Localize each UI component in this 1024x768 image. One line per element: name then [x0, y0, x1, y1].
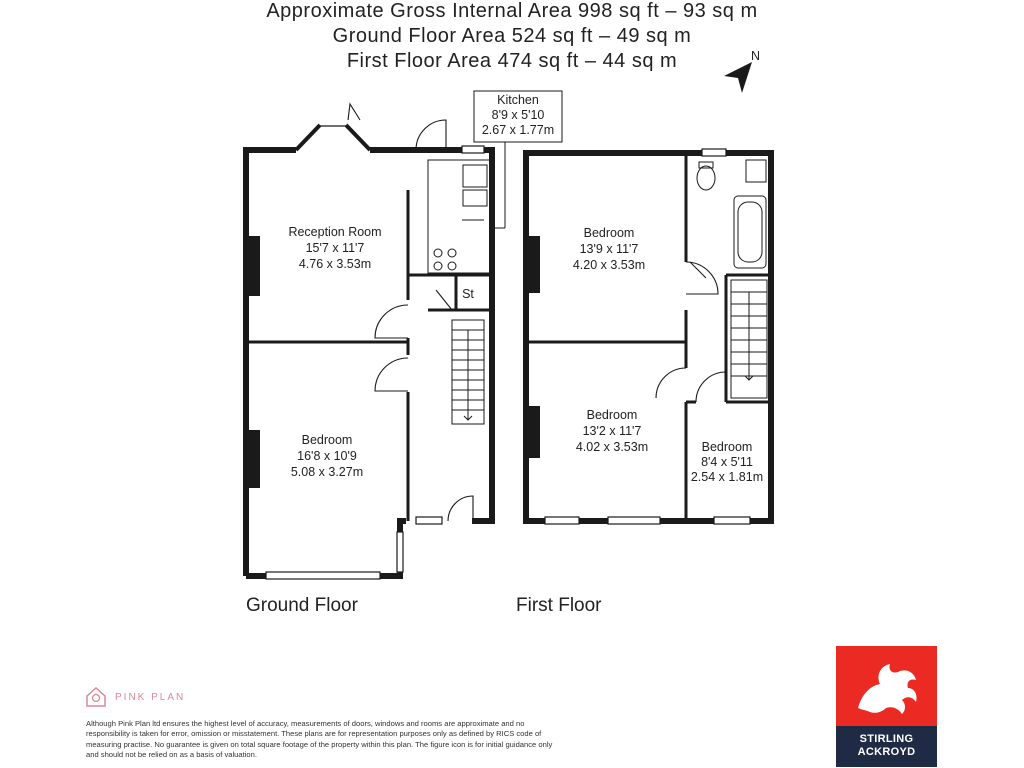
- reception-room-imperial: 15'7 x 11'7: [305, 241, 365, 255]
- first-bedroom1-name: Bedroom: [583, 226, 635, 240]
- door-swing-icon: [348, 104, 473, 521]
- stirling-ackroyd-logo: [836, 646, 937, 767]
- ground-bedroom-name: Bedroom: [301, 433, 353, 447]
- first-bedroom2-imperial: 13'2 x 11'7: [582, 424, 642, 438]
- ground-bedroom-imperial: 16'8 x 10'9: [297, 449, 357, 463]
- staircase-icon: [452, 320, 484, 424]
- first-bedroom1-metric: 4.20 x 3.53m: [572, 258, 646, 272]
- disclaimer-text: Although Pink Plan ltd ensures the highest level of accuracy, measurements of doors, windows and rooms are approximate and no responsibility is taken for error, omission or misstatement. These plans are for representation purposes only as defined by RICS code of measuring practise. No guarantee is given on total square footage of the property within this plan. The figure icon is for initial guidance only and should not be relied on as a basis of valuation.: [86, 719, 553, 760]
- pink-plan-brand: PINK PLAN: [115, 691, 186, 703]
- agent-name-line2: ACKROYD: [857, 746, 916, 758]
- window-icon: [266, 146, 484, 579]
- reception-room-name: Reception Room: [288, 225, 382, 239]
- bathroom-fittings-icon: [697, 160, 766, 268]
- store-label: St: [462, 287, 474, 301]
- ground-bedroom-metric: 5.08 x 3.27m: [290, 465, 364, 479]
- bay-window-icon: [300, 126, 366, 146]
- kitchen-units-icon: [428, 160, 490, 273]
- pink-plan-logo: [85, 686, 185, 708]
- north-compass-icon: [724, 49, 760, 93]
- staircase-icon: [731, 280, 767, 398]
- first-area-heading: First Floor Area 474 sq ft – 44 sq m: [346, 50, 678, 72]
- chimney-breast-icon: [247, 430, 260, 488]
- first-bedroom1-imperial: 13'9 x 11'7: [579, 242, 639, 256]
- kitchen-imperial: 8'9 x 5'10: [491, 108, 545, 122]
- griffin-emblem-icon: [836, 646, 937, 726]
- first-bedroom2-name: Bedroom: [586, 408, 638, 422]
- first-bedroom3-name: Bedroom: [701, 440, 753, 454]
- first-bedroom3-imperial: 8'4 x 5'11: [701, 455, 753, 469]
- pink-plan-house-icon: [85, 686, 107, 708]
- reception-room-metric: 4.76 x 3.53m: [298, 257, 372, 271]
- chimney-breast-icon: [527, 236, 540, 293]
- ground-area-heading: Ground Floor Area 524 sq ft – 49 sq m: [332, 25, 692, 47]
- chimney-breast-icon: [247, 236, 260, 296]
- first-floor-label: First Floor: [516, 595, 602, 616]
- chimney-breast-icon: [527, 406, 540, 458]
- compass-label: N: [751, 49, 761, 63]
- agent-name-line1: STIRLING: [859, 733, 914, 745]
- first-bedroom2-metric: 4.02 x 3.53m: [575, 440, 649, 454]
- kitchen-metric: 2.67 x 1.77m: [481, 123, 555, 137]
- kitchen-name: Kitchen: [497, 93, 539, 107]
- door-swing-icon: [656, 262, 726, 402]
- ground-floor-label: Ground Floor: [246, 595, 358, 616]
- gross-area-heading: Approximate Gross Internal Area 998 sq ft – 93 sq m: [266, 0, 758, 22]
- first-bedroom3-metric: 2.54 x 1.81m: [690, 470, 764, 484]
